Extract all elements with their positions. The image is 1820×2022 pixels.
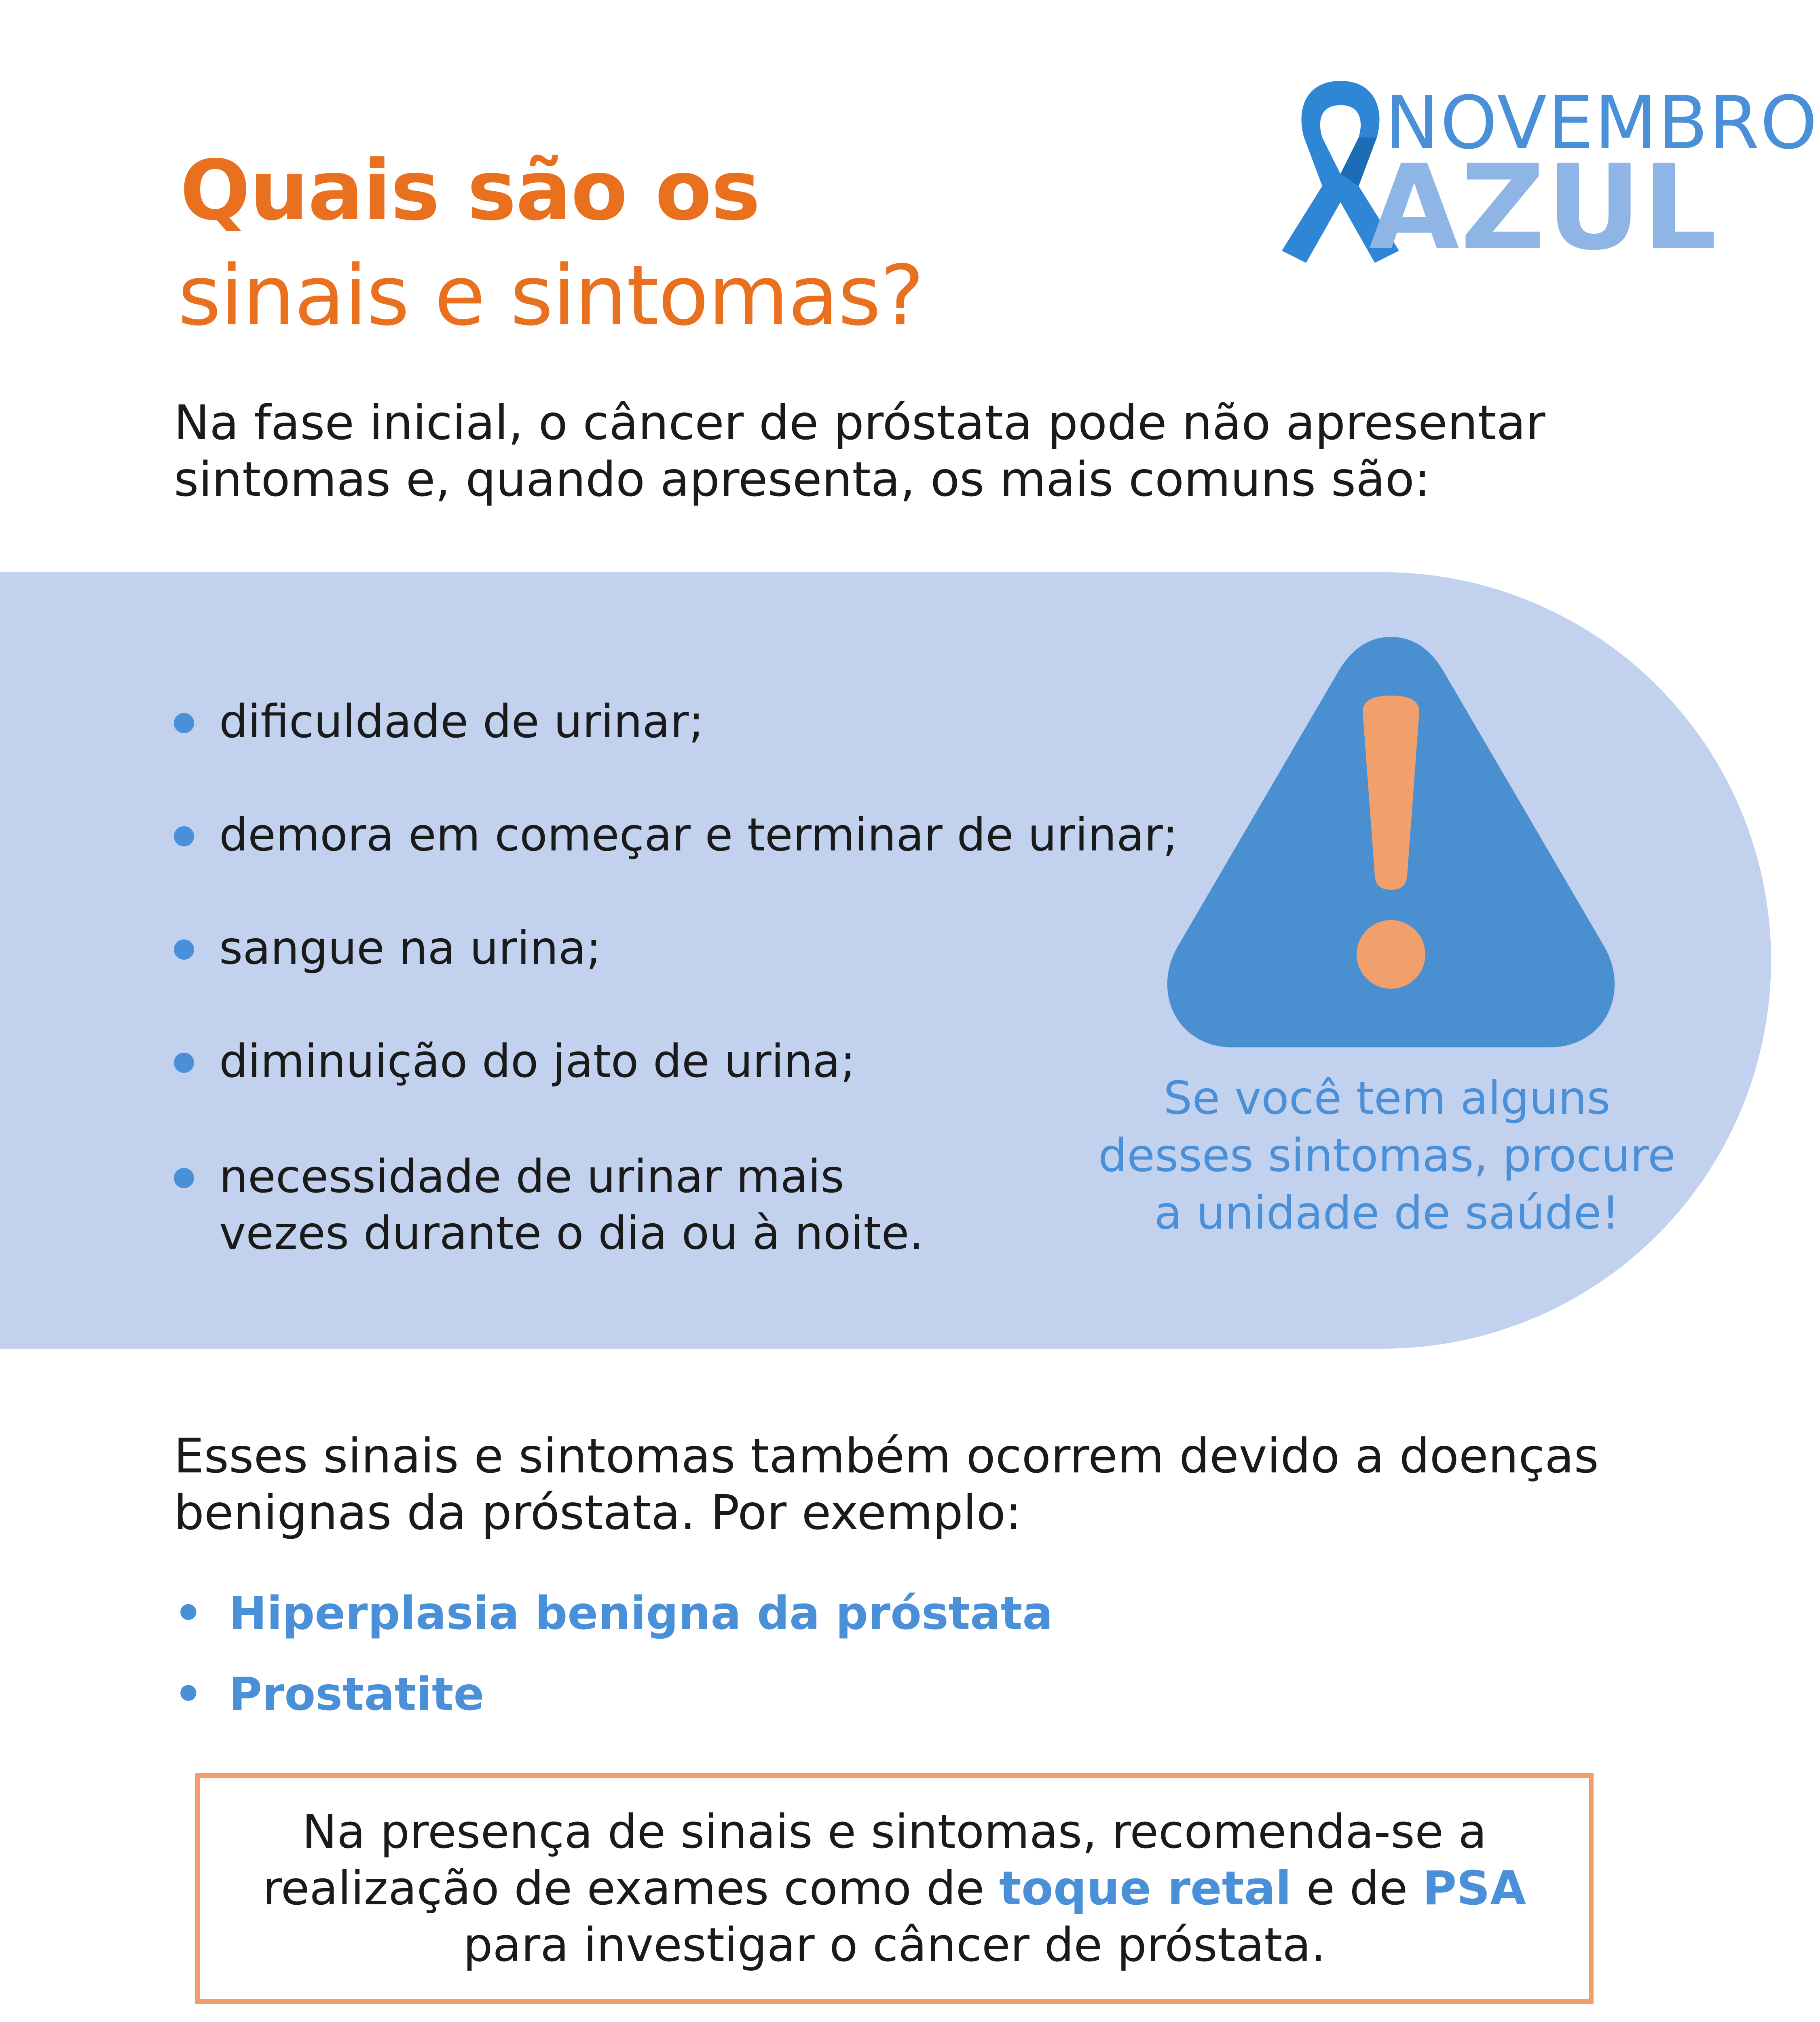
symptom-item xyxy=(174,920,601,977)
highlight-toque-retal: toque retal xyxy=(999,1861,1292,1916)
recommendation-text xyxy=(195,1804,1594,1973)
bullet-dot-icon xyxy=(174,1053,194,1073)
bullet: • xyxy=(174,1668,203,1721)
logo-novembro: NOVEMBRO xyxy=(1385,81,1818,165)
page-subtitle: sinais e sintomas? xyxy=(178,248,924,344)
symptom-text: dificuldade de urinar; xyxy=(219,696,704,748)
symptom-item xyxy=(174,1033,856,1090)
disease-item xyxy=(174,1587,1053,1640)
bullet-dot-icon xyxy=(174,713,194,733)
bullet-dot-icon xyxy=(174,939,194,960)
recommendation-line: para investigar o câncer de próstata. xyxy=(463,1918,1326,1972)
bullet-dot-icon xyxy=(174,1168,194,1188)
intro-paragraph xyxy=(174,394,1545,508)
disease-label: Prostatite xyxy=(229,1668,484,1721)
bullet-dot-icon xyxy=(174,826,194,846)
disease-item xyxy=(174,1668,484,1721)
symptom-text: sangue na urina; xyxy=(219,922,602,975)
symptom-text: necessidade de urinar mais xyxy=(219,1151,844,1203)
benign-paragraph xyxy=(174,1428,1630,1541)
benign-line: benignas da próstata. Por exemplo: xyxy=(174,1485,1022,1540)
recommendation-text-part: e de xyxy=(1291,1861,1423,1916)
disease-label: Hiperplasia benigna da próstata xyxy=(229,1587,1053,1640)
symptom-item xyxy=(174,1148,924,1262)
warning-triangle-icon xyxy=(1156,629,1626,1055)
page-title: Quais são os xyxy=(180,143,760,239)
recommendation-text-part: realização de exames como de xyxy=(262,1861,999,1916)
warning-message xyxy=(1084,1070,1690,1242)
recommendation-line: Na presença de sinais e sintomas, recomenda-se a xyxy=(302,1805,1487,1859)
intro-line: sintomas e, quando apresenta, os mais comuns são: xyxy=(174,451,1431,507)
highlight-psa: PSA xyxy=(1422,1861,1526,1916)
logo-azul: AZUL xyxy=(1369,140,1718,276)
bullet: • xyxy=(174,1587,203,1640)
symptom-item xyxy=(174,807,1178,863)
symptom-text: vezes durante o dia ou à noite. xyxy=(219,1207,924,1260)
benign-line: Esses sinais e sintomas também ocorrem devido a doenças xyxy=(174,1428,1599,1484)
intro-line: Na fase inicial, o câncer de próstata pode não apresentar xyxy=(174,395,1545,451)
warning-line: desses sintomas, procure xyxy=(1098,1129,1676,1182)
symptom-text: demora em começar e terminar de urinar; xyxy=(219,809,1178,861)
warning-line: Se você tem alguns xyxy=(1163,1072,1611,1125)
symptom-item xyxy=(174,694,704,750)
recommendation-line xyxy=(195,1860,1594,1917)
warning-line: a unidade de saúde! xyxy=(1154,1187,1620,1239)
symptom-text: diminuição do jato de urina; xyxy=(219,1035,856,1088)
